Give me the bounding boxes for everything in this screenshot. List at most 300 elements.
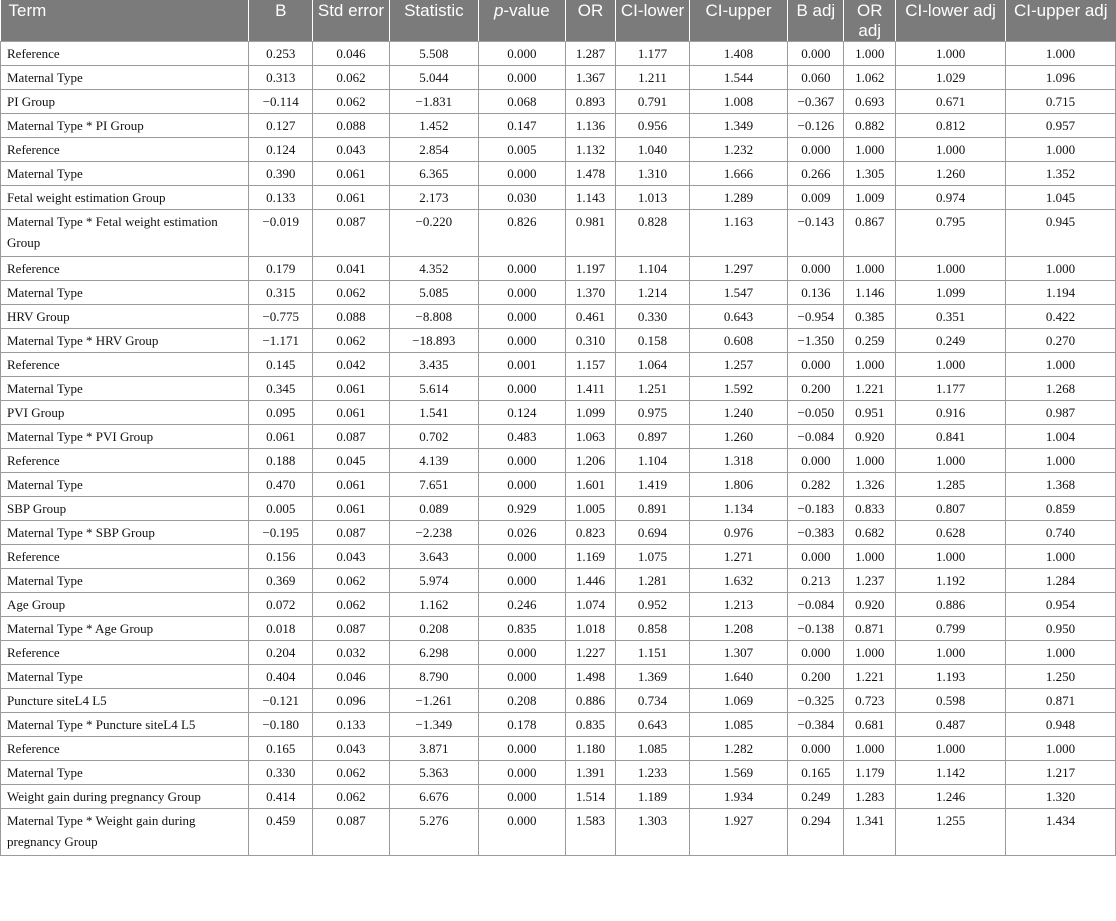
value-cell: 0.385 xyxy=(844,305,896,329)
value-cell: 0.060 xyxy=(788,66,844,90)
term-cell: Maternal Type xyxy=(1,281,249,305)
value-cell: 1.246 xyxy=(896,785,1006,809)
table-row xyxy=(1,665,1116,689)
value-cell: 0.127 xyxy=(249,114,313,138)
value-cell: 1.000 xyxy=(1006,42,1116,66)
table-row xyxy=(1,617,1116,641)
value-cell: 1.169 xyxy=(565,545,616,569)
term-cell: HRV Group xyxy=(1,305,249,329)
term-cell: Reference xyxy=(1,138,249,162)
value-cell: 1.013 xyxy=(616,186,689,210)
value-cell: 0.178 xyxy=(479,713,565,737)
table-row xyxy=(1,713,1116,737)
value-cell: 0.893 xyxy=(565,90,616,114)
value-cell: 0.062 xyxy=(313,90,389,114)
table-row xyxy=(1,569,1116,593)
value-cell: 0.826 xyxy=(479,210,565,257)
value-cell: 1.318 xyxy=(689,449,788,473)
column-header-label: -value xyxy=(503,1,550,20)
value-cell: 0.062 xyxy=(313,593,389,617)
value-cell: 1.099 xyxy=(896,281,1006,305)
value-cell: 0.158 xyxy=(616,329,689,353)
value-cell: 1.000 xyxy=(844,641,896,665)
value-cell: 0.200 xyxy=(788,665,844,689)
value-cell: 0.950 xyxy=(1006,617,1116,641)
value-cell: 1.233 xyxy=(616,761,689,785)
value-cell: 1.000 xyxy=(896,641,1006,665)
value-cell: 1.303 xyxy=(616,809,689,856)
value-cell: 1.064 xyxy=(616,353,689,377)
value-cell: 1.310 xyxy=(616,162,689,186)
value-cell: 0.259 xyxy=(844,329,896,353)
column-header xyxy=(479,0,565,42)
value-cell: 0.000 xyxy=(479,473,565,497)
value-cell: −0.138 xyxy=(788,617,844,641)
value-cell: −1.171 xyxy=(249,329,313,353)
value-cell: 0.681 xyxy=(844,713,896,737)
value-cell: 1.062 xyxy=(844,66,896,90)
value-cell: 0.165 xyxy=(788,761,844,785)
value-cell: −0.195 xyxy=(249,521,313,545)
table-row xyxy=(1,114,1116,138)
value-cell: 1.260 xyxy=(689,425,788,449)
value-cell: 1.099 xyxy=(565,401,616,425)
value-cell: 0.062 xyxy=(313,281,389,305)
term-cell: Maternal Type * PVI Group xyxy=(1,425,249,449)
value-cell: 1.434 xyxy=(1006,809,1116,856)
value-cell: 5.974 xyxy=(389,569,479,593)
term-cell: Fetal weight estimation Group xyxy=(1,186,249,210)
value-cell: 0.001 xyxy=(479,353,565,377)
value-cell: 0.000 xyxy=(479,449,565,473)
value-cell: 5.085 xyxy=(389,281,479,305)
value-cell: −0.180 xyxy=(249,713,313,737)
value-cell: −0.367 xyxy=(788,90,844,114)
value-cell: 0.088 xyxy=(313,114,389,138)
value-cell: 1.255 xyxy=(896,809,1006,856)
value-cell: 0.740 xyxy=(1006,521,1116,545)
value-cell: 0.046 xyxy=(313,42,389,66)
value-cell: 1.157 xyxy=(565,353,616,377)
value-cell: 0.000 xyxy=(788,138,844,162)
value-cell: −0.019 xyxy=(249,210,313,257)
value-cell: 0.208 xyxy=(389,617,479,641)
value-cell: 0.715 xyxy=(1006,90,1116,114)
term-cell: Maternal Type * HRV Group xyxy=(1,329,249,353)
column-header-label: Std error xyxy=(317,1,385,20)
value-cell: 0.000 xyxy=(479,257,565,281)
value-cell: 0.000 xyxy=(479,785,565,809)
value-cell: 1.000 xyxy=(896,545,1006,569)
column-header xyxy=(565,0,616,42)
value-cell: 1.283 xyxy=(844,785,896,809)
value-cell: 0.000 xyxy=(479,66,565,90)
value-cell: 1.305 xyxy=(844,162,896,186)
table-row xyxy=(1,329,1116,353)
value-cell: 0.061 xyxy=(313,186,389,210)
table-row xyxy=(1,377,1116,401)
value-cell: 0.952 xyxy=(616,593,689,617)
value-cell: 0.089 xyxy=(389,497,479,521)
value-cell: 2.854 xyxy=(389,138,479,162)
value-cell: 1.000 xyxy=(896,737,1006,761)
value-cell: −0.220 xyxy=(389,210,479,257)
column-header xyxy=(1006,0,1116,42)
value-cell: 1.640 xyxy=(689,665,788,689)
table-row xyxy=(1,449,1116,473)
value-cell: 1.189 xyxy=(616,785,689,809)
value-cell: 1.096 xyxy=(1006,66,1116,90)
value-cell: 1.180 xyxy=(565,737,616,761)
table-row xyxy=(1,186,1116,210)
value-cell: 0.823 xyxy=(565,521,616,545)
value-cell: 0.812 xyxy=(896,114,1006,138)
term-cell: Maternal Type * Age Group xyxy=(1,617,249,641)
value-cell: 1.000 xyxy=(1006,545,1116,569)
value-cell: 0.957 xyxy=(1006,114,1116,138)
value-cell: 0.945 xyxy=(1006,210,1116,257)
value-cell: 0.000 xyxy=(788,449,844,473)
value-cell: 1.143 xyxy=(565,186,616,210)
value-cell: 1.498 xyxy=(565,665,616,689)
value-cell: 1.666 xyxy=(689,162,788,186)
value-cell: 0.087 xyxy=(313,210,389,257)
value-cell: 1.193 xyxy=(896,665,1006,689)
value-cell: 0.000 xyxy=(479,42,565,66)
term-cell: Reference xyxy=(1,257,249,281)
value-cell: 1.211 xyxy=(616,66,689,90)
column-header-label: Term xyxy=(8,1,47,20)
value-cell: 0.974 xyxy=(896,186,1006,210)
value-cell: 1.085 xyxy=(616,737,689,761)
value-cell: 0.213 xyxy=(788,569,844,593)
value-cell: 0.975 xyxy=(616,401,689,425)
value-cell: 3.643 xyxy=(389,545,479,569)
value-cell: 1.000 xyxy=(844,257,896,281)
value-cell: 0.088 xyxy=(313,305,389,329)
value-cell: 5.276 xyxy=(389,809,479,856)
value-cell: 0.951 xyxy=(844,401,896,425)
table-row xyxy=(1,210,1116,257)
value-cell: 1.583 xyxy=(565,809,616,856)
value-cell: 1.341 xyxy=(844,809,896,856)
value-cell: −0.384 xyxy=(788,713,844,737)
term-cell: Reference xyxy=(1,353,249,377)
value-cell: 0.330 xyxy=(249,761,313,785)
value-cell: 0.046 xyxy=(313,665,389,689)
value-cell: 1.000 xyxy=(1006,138,1116,162)
value-cell: 1.000 xyxy=(1006,737,1116,761)
value-cell: 1.069 xyxy=(689,689,788,713)
value-cell: 1.320 xyxy=(1006,785,1116,809)
value-cell: −18.893 xyxy=(389,329,479,353)
value-cell: 0.693 xyxy=(844,90,896,114)
value-cell: 0.929 xyxy=(479,497,565,521)
value-cell: 0.165 xyxy=(249,737,313,761)
value-cell: −0.084 xyxy=(788,593,844,617)
column-header xyxy=(1,0,249,42)
value-cell: 0.062 xyxy=(313,66,389,90)
value-cell: 1.142 xyxy=(896,761,1006,785)
value-cell: 0.886 xyxy=(896,593,1006,617)
value-cell: 1.000 xyxy=(896,42,1006,66)
value-cell: 1.000 xyxy=(1006,257,1116,281)
value-cell: 0.807 xyxy=(896,497,1006,521)
header-row xyxy=(1,0,1116,42)
value-cell: −1.261 xyxy=(389,689,479,713)
term-cell: Age Group xyxy=(1,593,249,617)
value-cell: 0.000 xyxy=(479,545,565,569)
value-cell: 0.061 xyxy=(313,401,389,425)
value-cell: 1.179 xyxy=(844,761,896,785)
value-cell: 0.987 xyxy=(1006,401,1116,425)
term-cell: PI Group xyxy=(1,90,249,114)
value-cell: 1.132 xyxy=(565,138,616,162)
value-cell: 0.042 xyxy=(313,353,389,377)
value-cell: 1.000 xyxy=(844,545,896,569)
value-cell: 0.487 xyxy=(896,713,1006,737)
value-cell: 7.651 xyxy=(389,473,479,497)
value-cell: 1.104 xyxy=(616,257,689,281)
term-cell: Maternal Type xyxy=(1,377,249,401)
value-cell: 0.000 xyxy=(479,641,565,665)
value-cell: 0.018 xyxy=(249,617,313,641)
column-header xyxy=(389,0,479,42)
table-row xyxy=(1,521,1116,545)
value-cell: 0.000 xyxy=(788,353,844,377)
value-cell: 0.266 xyxy=(788,162,844,186)
value-cell: −0.121 xyxy=(249,689,313,713)
value-cell: 0.179 xyxy=(249,257,313,281)
value-cell: 8.790 xyxy=(389,665,479,689)
value-cell: 1.391 xyxy=(565,761,616,785)
column-header-label: CI-lower adj xyxy=(905,1,996,20)
value-cell: 0.422 xyxy=(1006,305,1116,329)
value-cell: 1.004 xyxy=(1006,425,1116,449)
table-row xyxy=(1,305,1116,329)
term-cell: Maternal Type xyxy=(1,665,249,689)
value-cell: 0.133 xyxy=(249,186,313,210)
value-cell: 0.294 xyxy=(788,809,844,856)
value-cell: 0.948 xyxy=(1006,713,1116,737)
value-cell: 1.075 xyxy=(616,545,689,569)
term-cell: Reference xyxy=(1,545,249,569)
value-cell: 0.835 xyxy=(479,617,565,641)
value-cell: 0.734 xyxy=(616,689,689,713)
value-cell: 0.920 xyxy=(844,593,896,617)
value-cell: 0.087 xyxy=(313,617,389,641)
value-cell: 0.956 xyxy=(616,114,689,138)
column-header xyxy=(249,0,313,42)
column-header xyxy=(844,0,896,42)
value-cell: 0.598 xyxy=(896,689,1006,713)
value-cell: 0.095 xyxy=(249,401,313,425)
value-cell: 0.000 xyxy=(479,281,565,305)
value-cell: 1.192 xyxy=(896,569,1006,593)
value-cell: 1.029 xyxy=(896,66,1006,90)
value-cell: 1.085 xyxy=(689,713,788,737)
value-cell: 1.632 xyxy=(689,569,788,593)
value-cell: 1.281 xyxy=(616,569,689,593)
table-row xyxy=(1,42,1116,66)
value-cell: 0.000 xyxy=(479,809,565,856)
value-cell: 0.000 xyxy=(479,665,565,689)
value-cell: 1.271 xyxy=(689,545,788,569)
value-cell: 0.799 xyxy=(896,617,1006,641)
value-cell: 1.284 xyxy=(1006,569,1116,593)
value-cell: 1.601 xyxy=(565,473,616,497)
value-cell: 0.133 xyxy=(313,713,389,737)
value-cell: 0.369 xyxy=(249,569,313,593)
value-cell: 4.352 xyxy=(389,257,479,281)
value-cell: 1.009 xyxy=(844,186,896,210)
value-cell: −0.084 xyxy=(788,425,844,449)
value-cell: 6.298 xyxy=(389,641,479,665)
value-cell: 1.419 xyxy=(616,473,689,497)
value-cell: 1.197 xyxy=(565,257,616,281)
value-cell: 3.871 xyxy=(389,737,479,761)
table-row xyxy=(1,138,1116,162)
value-cell: 0.315 xyxy=(249,281,313,305)
value-cell: 1.282 xyxy=(689,737,788,761)
table-row xyxy=(1,689,1116,713)
value-cell: 0.313 xyxy=(249,66,313,90)
value-cell: −0.183 xyxy=(788,497,844,521)
value-cell: 1.287 xyxy=(565,42,616,66)
value-cell: 1.541 xyxy=(389,401,479,425)
value-cell: 0.871 xyxy=(844,617,896,641)
table-row xyxy=(1,90,1116,114)
value-cell: 0.032 xyxy=(313,641,389,665)
value-cell: 1.569 xyxy=(689,761,788,785)
value-cell: 5.363 xyxy=(389,761,479,785)
value-cell: −0.954 xyxy=(788,305,844,329)
table-row xyxy=(1,281,1116,305)
value-cell: 0.000 xyxy=(479,329,565,353)
value-cell: 0.981 xyxy=(565,210,616,257)
value-cell: 1.000 xyxy=(844,449,896,473)
value-cell: −2.238 xyxy=(389,521,479,545)
value-cell: −0.050 xyxy=(788,401,844,425)
value-cell: 1.297 xyxy=(689,257,788,281)
value-cell: 0.791 xyxy=(616,90,689,114)
value-cell: 0.253 xyxy=(249,42,313,66)
table-row xyxy=(1,545,1116,569)
value-cell: 0.470 xyxy=(249,473,313,497)
value-cell: 5.614 xyxy=(389,377,479,401)
value-cell: 1.544 xyxy=(689,66,788,90)
term-cell: Maternal Type * SBP Group xyxy=(1,521,249,545)
value-cell: 0.087 xyxy=(313,521,389,545)
table-row xyxy=(1,66,1116,90)
value-cell: 1.370 xyxy=(565,281,616,305)
value-cell: 0.043 xyxy=(313,138,389,162)
value-cell: 1.000 xyxy=(1006,353,1116,377)
value-cell: 1.934 xyxy=(689,785,788,809)
value-cell: 0.345 xyxy=(249,377,313,401)
value-cell: 1.213 xyxy=(689,593,788,617)
value-cell: 0.867 xyxy=(844,210,896,257)
value-cell: 0.000 xyxy=(479,305,565,329)
value-cell: 1.177 xyxy=(616,42,689,66)
value-cell: 0.795 xyxy=(896,210,1006,257)
value-cell: 5.044 xyxy=(389,66,479,90)
table-row xyxy=(1,353,1116,377)
column-header-label: CI-upper xyxy=(705,1,772,20)
value-cell: 0.041 xyxy=(313,257,389,281)
term-cell: Maternal Type xyxy=(1,569,249,593)
value-cell: 0.643 xyxy=(689,305,788,329)
value-cell: 1.806 xyxy=(689,473,788,497)
value-cell: 0.043 xyxy=(313,737,389,761)
value-cell: 1.151 xyxy=(616,641,689,665)
value-cell: 0.414 xyxy=(249,785,313,809)
table-row xyxy=(1,785,1116,809)
table-row xyxy=(1,257,1116,281)
value-cell: 0.390 xyxy=(249,162,313,186)
value-cell: 0.841 xyxy=(896,425,1006,449)
table-row xyxy=(1,401,1116,425)
value-cell: 1.063 xyxy=(565,425,616,449)
value-cell: 0.005 xyxy=(249,497,313,521)
term-cell: Maternal Type * Weight gain during pregnancy Group xyxy=(1,809,249,856)
value-cell: 1.194 xyxy=(1006,281,1116,305)
value-cell: 0.026 xyxy=(479,521,565,545)
table-row xyxy=(1,425,1116,449)
value-cell: 1.326 xyxy=(844,473,896,497)
value-cell: 4.139 xyxy=(389,449,479,473)
value-cell: 1.367 xyxy=(565,66,616,90)
column-header-label: B adj xyxy=(796,1,836,20)
value-cell: −0.126 xyxy=(788,114,844,138)
term-cell: Maternal Type * PI Group xyxy=(1,114,249,138)
term-cell: Reference xyxy=(1,737,249,761)
value-cell: 1.368 xyxy=(1006,473,1116,497)
value-cell: 1.260 xyxy=(896,162,1006,186)
value-cell: 1.514 xyxy=(565,785,616,809)
value-cell: 1.040 xyxy=(616,138,689,162)
value-cell: 0.282 xyxy=(788,473,844,497)
value-cell: 0.200 xyxy=(788,377,844,401)
term-cell: Maternal Type * Puncture siteL4 L5 xyxy=(1,713,249,737)
value-cell: 0.310 xyxy=(565,329,616,353)
value-cell: 1.237 xyxy=(844,569,896,593)
value-cell: 1.221 xyxy=(844,377,896,401)
term-cell: Reference xyxy=(1,42,249,66)
value-cell: 0.871 xyxy=(1006,689,1116,713)
value-cell: 0.920 xyxy=(844,425,896,449)
value-cell: −0.114 xyxy=(249,90,313,114)
value-cell: 0.976 xyxy=(689,521,788,545)
value-cell: 0.061 xyxy=(249,425,313,449)
value-cell: −8.808 xyxy=(389,305,479,329)
value-cell: 1.227 xyxy=(565,641,616,665)
value-cell: 1.000 xyxy=(896,449,1006,473)
column-header xyxy=(788,0,844,42)
value-cell: 0.043 xyxy=(313,545,389,569)
value-cell: 0.061 xyxy=(313,377,389,401)
value-cell: 1.250 xyxy=(1006,665,1116,689)
term-cell: Maternal Type xyxy=(1,162,249,186)
value-cell: 0.000 xyxy=(788,641,844,665)
value-cell: 1.352 xyxy=(1006,162,1116,186)
term-cell: PVI Group xyxy=(1,401,249,425)
term-cell: Maternal Type * Fetal weight estimation Group xyxy=(1,210,249,257)
value-cell: 1.206 xyxy=(565,449,616,473)
term-cell: SBP Group xyxy=(1,497,249,521)
value-cell: 0.858 xyxy=(616,617,689,641)
value-cell: 0.461 xyxy=(565,305,616,329)
